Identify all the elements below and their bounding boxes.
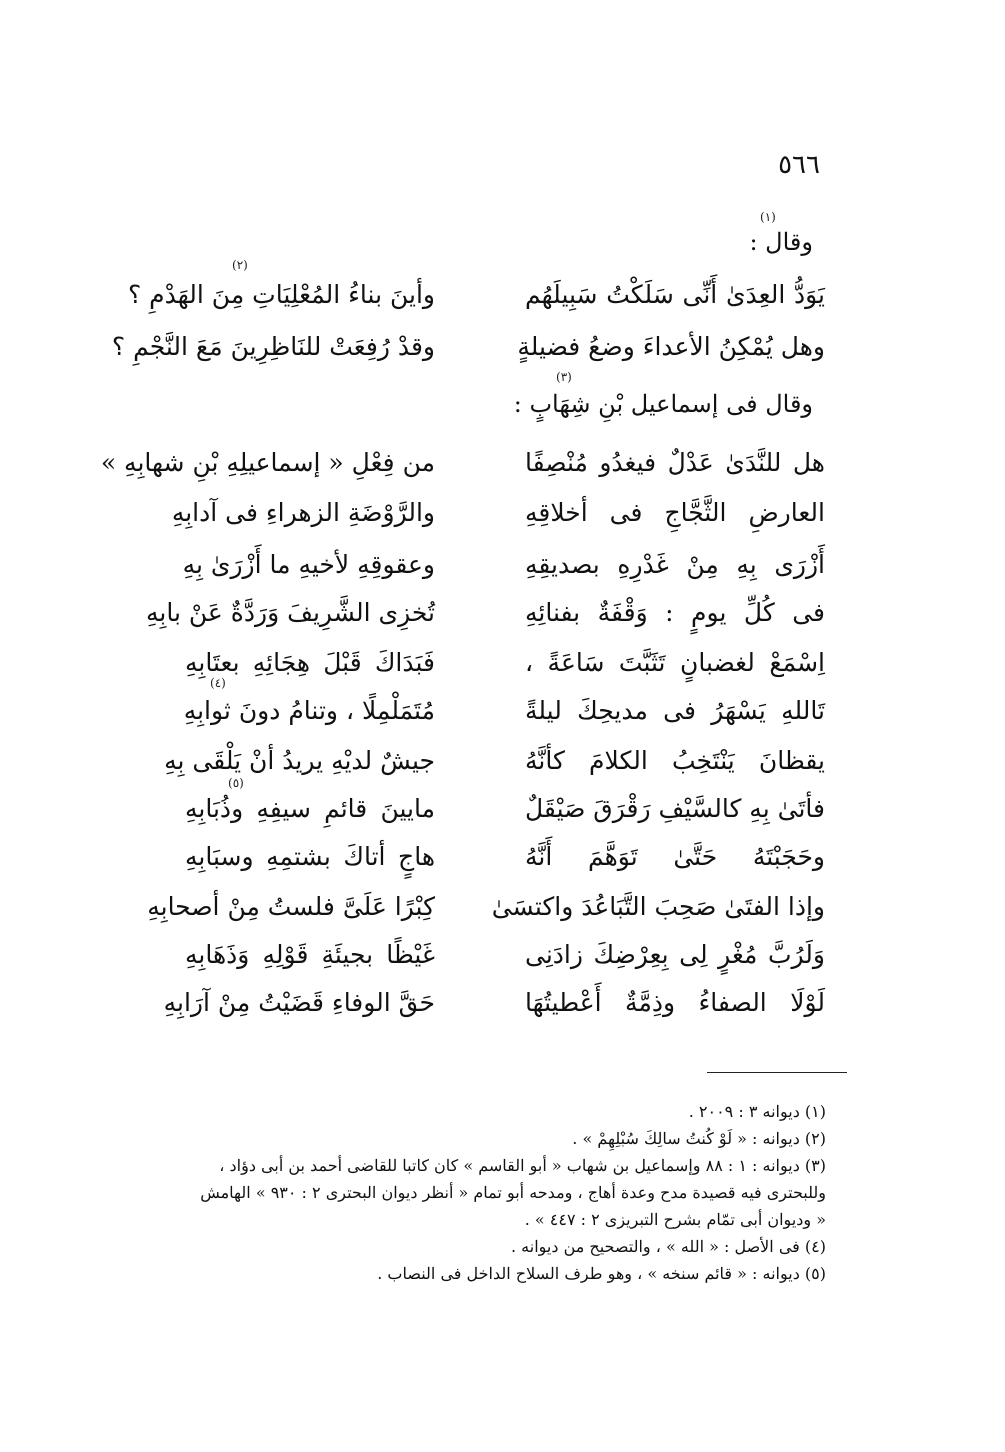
verse-second-hemistich: وعقوقِهِ لأخيهِ ما أَزْرَىٰ بِهِ [182,550,435,579]
verse-first-hemistich: اِسْمَعْ لغضبانٍ تَثَبَّتَ سَاعَةً ، [525,648,825,677]
footnote-line: (١) ديوانه ٣ : ٢٠٠٩ . [688,1102,826,1121]
footnote-line: (٢) ديوانه : « لَوْ كُنتُ سالِكَ سُبْلِهِمْ » . [572,1129,826,1148]
footnote-divider [707,1072,847,1073]
verse-first-hemistich: تَاللهِ يَسْهَرُ فى مديحِكَ ليلةً [525,696,825,725]
verse-row [0,258,1005,336]
verse-second-hemistich: وأينَ بناءُ المُعْلِيَاتِ مِنَ الهَدْمِ ؟ [127,280,435,309]
footnote-ref-3: (٣) [556,370,572,384]
verse-second-hemistich: حَقَّ الوفاءِ قَضَيْتُ مِنْ آرَابِهِ [163,988,435,1017]
verse-second-hemistich: من فِعْلِ « إسماعيلِهِ بْنِ شهابِهِ » [100,448,435,477]
verse-second-hemistich: فَبَدَاكَ قَبْلَ هِجَائِهِ بعتَابِهِ [185,648,435,677]
footnote-ref-4: (٤) [210,676,226,690]
verse-first-hemistich: وهل يُمْكِنُ الأعداءَ وضعُ فضيلةٍ [517,332,825,361]
footnote-line: (٥) ديوانه : « قائم سنخه » ، وهو طرف السلاح الداخل فى النصاب . [377,1264,826,1283]
verse-second-hemistich: وقدْ رُفِعَتْ للنَاظِرِينَ مَعَ النَّجْمِ ؟ [111,332,435,361]
footnote-ref-5: (٥) [228,776,244,790]
footnote-line: (٤) فى الأصل : « الله » ، والتصحيح من ديوانه . [510,1237,826,1256]
verse-first-hemistich: العارضِ الثَّجَّاجِ فى أخلاقِهِ [525,498,825,527]
footnote-ref-2: (٢) [232,258,248,272]
verse-row [0,842,1005,898]
verse-row [0,498,1005,554]
verse-second-hemistich: والرَّوْضَةِ الزهراءِ فى آدابِهِ [171,498,435,527]
verse-row [0,332,1005,388]
verse-first-hemistich: لَوْلَا الصفاءُ وذِمَّةٌ أَعْطيتُهَا [525,988,825,1017]
footnotes [150,1098,826,1287]
verse-first-hemistich: يقظانَ يَنْتَخِبُ الكلامَ كأنَّهُ [525,746,825,775]
verse-row [0,598,1005,654]
footnote-line: وللبحترى فيه قصيدة مدح وعدة أهاج ، ومدحه أبو تمام « أنظر ديوان البحترى ٢ : ٩٣٠ » الهامش [200,1183,826,1202]
section1-intro: وقال : [749,228,813,256]
verse-second-hemistich: هاجٍ أتاكَ بشتمِهِ وسبَابِهِ [185,842,435,871]
verse-row [0,988,1005,1044]
verse-first-hemistich: هل للنَّدَىٰ عَدْلٌ فيغدُو مُنْصِفًا [525,448,825,477]
verse-first-hemistich: فى كُلِّ يومٍ : وَقْفَةٌ بفنائِهِ [525,598,825,627]
footnote-line: (٣) ديوانه : ١ : ٨٨ وإسماعيل بن شهاب « أبو القاسم » كان كاتبا للقاضى أحمد بن أبى دؤاد ، [219,1156,826,1175]
verse-row [0,676,1005,752]
verse-second-hemistich: غَيْظًا بجيئَةِ قَوْلِهِ وَذَهَابِهِ [185,940,435,969]
verse-first-hemistich: يَوَدُّ العِدَىٰ أَنِّى سَلَكْتُ سَبِيلَهُم [525,280,825,309]
verse-second-hemistich: تُخزِى الشَّرِيفَ وَرَدَّةٌ عَنْ بابِهِ [145,598,435,627]
footnote-line: « وديوان أبى تمّام بشرح التبريزى ٢ : ٤٤٧ » . [524,1210,826,1229]
section2-intro: وقال فى إسماعيل بْنِ شِهَابٍ : [513,390,813,418]
verse-second-hemistich: مُتَمَلْمِلًا ، وتنامُ دونَ ثوابِهِ [183,696,435,725]
verse-second-hemistich: جيشٌ لديْهِ يريدُ أنْ يَلْقَى بِهِ [164,746,435,775]
page-number: ٥٦٦ [778,150,820,180]
verse-first-hemistich: أَزْرَى بِهِ مِنْ غَدْرِهِ بصديقِهِ [525,550,825,579]
verse-first-hemistich: وَلَرُبَّ مُغْرٍ لِى بِعِرْضِكَ زادَنِى [525,940,825,969]
verse-row [0,448,1005,504]
footnote-ref-1: (١) [760,210,776,224]
verse-first-hemistich: فأتَىٰ بِهِ كالسَّيْفِ رَقْرَقَ صَيْقَلٌ [525,794,825,823]
verse-second-hemistich: مايينَ قائمِ سيفِهِ وذُبَابِهِ [185,794,435,823]
verse-second-hemistich: كِبْرًا عَلَىَّ فلستُ مِنْ أصحابِهِ [147,892,435,921]
verse-first-hemistich: وإذا الفتَىٰ صَحِبَ التَّبَاعُدَ واكتسَىٰ [491,892,825,921]
verse-first-hemistich: وحَجَبْتَهُ حَتَّىٰ تَوَهَّمَ أَنَّهُ [525,842,825,871]
